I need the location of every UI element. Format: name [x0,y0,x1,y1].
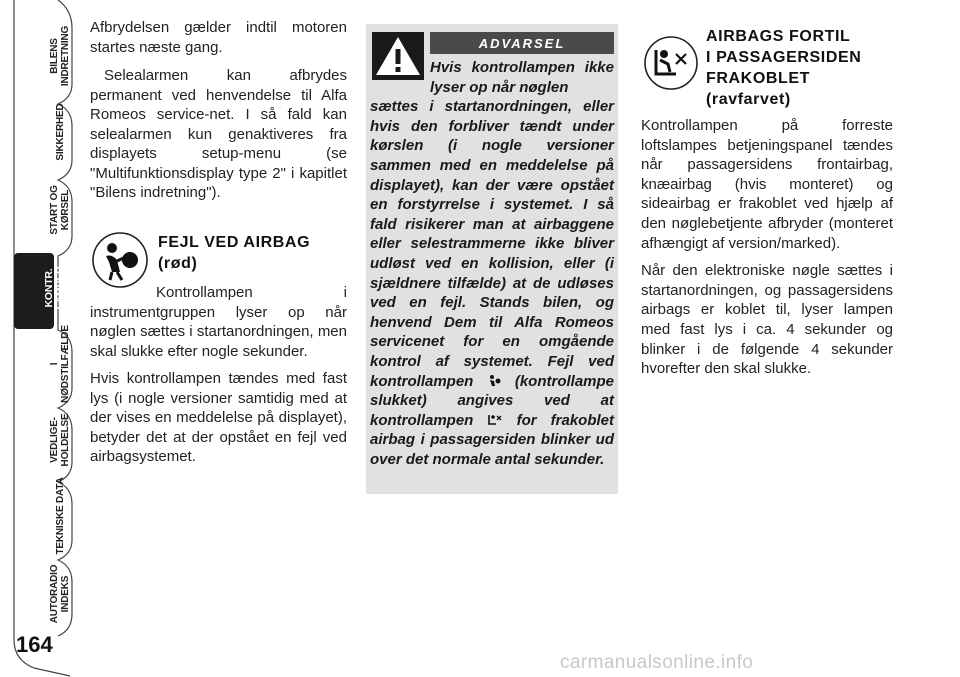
warning-banner: ADVARSEL [430,32,614,54]
passenger-airbag-title: AIRBAGS FORTIL I PASSAGERSIDEN FRAKOBLET (ravfarvet) [706,28,862,108]
tab-start-og-korsel[interactable]: START OG KØRSEL [49,185,71,235]
warning-text [370,58,614,469]
airbag-fault-paragraph-2: Hvis kontrollampen tændes med fast lys (i nogle versioner samtidig med at der vises en meddelelse på displayet), betyder det at der opstået en fejl ved airbagsystemet. [90,370,347,465]
watermark: carmanualsonline.info [560,652,754,673]
airbag-lamp-inline-icon [488,374,501,387]
passenger-airbag-paragraph-2: Når den elektroniske nøgle sættes i startanordningen, og passagersidens airbags er koblet til, lyser lampen med fast lys i ca. 4 sekunder og blinker i de følgende 4 sekunder hvorefter den skal slukke. [641,262,893,378]
tab-tekniske-data[interactable]: TEKNISKE DATA [54,477,66,555]
airbag-person-icon [90,230,150,290]
airbag-fault-title-line2: (rød) [158,255,198,272]
page-number: 164 [16,632,53,657]
warning-lead: Hvis kontrollampen ikke lyser op når nøglen [430,59,614,96]
chapter-tabs [0,0,80,677]
tab-sikkerhed[interactable]: SIKKERHED [54,103,66,161]
tab-autoradio-indeks[interactable]: AUTORADIO INDEKS [49,564,71,624]
warning-mid: (kontrollampe slukket) angives ved at kontrollampen [370,372,615,429]
tab-i-nodstilfaelde[interactable]: I NØDSTILFÆLDE [49,325,71,403]
airbag-fault-title [158,232,310,274]
warning-tail: for frakoblet airbag i passagersiden blinker ud over det normale antal sekunder. [370,411,615,468]
tab-vedligeholdelse[interactable]: VEDLIGE- HOLDELSE [49,413,71,467]
airbag-fault-title-line1: FEJL VED AIRBAG [158,234,311,251]
passenger-airbag-off-icon [642,34,700,92]
airbag-fault-paragraph-1: Kontrollampen i instrumentgruppen lyser op når nøglen sættes i startanordningen, men skal slukke efter nogle sekunder. [90,284,347,360]
passenger-airbag-body [641,116,893,387]
passenger-airbag-inline-icon [487,413,502,426]
airbag-fault-body [90,283,347,475]
tab-bilens-indretning[interactable]: BILENS INDRETNING [49,25,71,87]
tab-kontrollamper-meddelelser[interactable]: KONTR. LAMPER MEDDELELSER [42,249,77,327]
paragraph-selealarm: Selealarmen kan afbrydes permanent ved henvendelse til Alfa Romeos service-net. I så fald kan selealarmen kun genaktiveres fra displayets setup-menu (se "Multifunktionsdisplay type 2" i kapitlet "Bilens indretning"). [90,67,347,201]
passenger-airbag-paragraph-1: Kontrollampen på forreste loftslampes betjeningspanel tændes når passagersidens frontairbag, knæairbag (hvis monteret) og sideairbag er frakoblet ved hjælp af den nøglebetjente afbryder (monteret afhængigt af version/marked). [641,117,893,252]
paragraph-afbrydelse: Afbrydelsen gælder indtil motoren startes næste gang. [90,19,347,56]
warning-box [366,24,618,494]
column-1-intro [90,18,347,212]
warning-body: sættes i startanordningen, eller hvis den forbliver tændt under kørslen (i nogle versioner sammen med en meddelelse på displayet), kan der være opstået en forstyrrelse i systemet. I så fald risikerer man at airbaggene eller selestrammerne ikke bliver udløst ved en kollision, eller (i sjældnere tilfælde) at de udløses ved en fejl. Stands bilen, og henvend Dem til Alfa Romeos servicenet for en omgående kontrol af systemet. Fejl ved kontrollampen [370,98,614,390]
